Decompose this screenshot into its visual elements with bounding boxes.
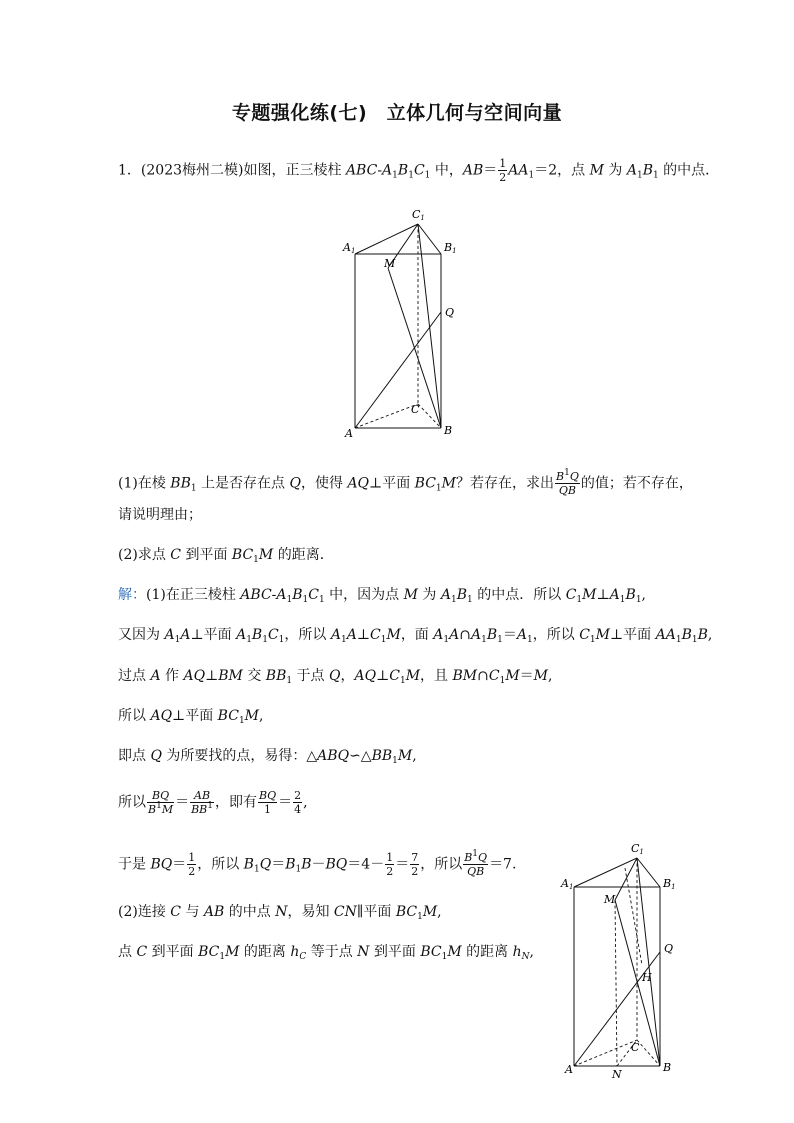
solution-line-5: 即点 Q 为所要找的点，易得：$\triangle ABQ∽\triangle BB_1M$, [118, 748, 417, 766]
svg-text:N: N [612, 1068, 622, 1081]
svg-text:A: A [565, 1063, 573, 1076]
svg-text:A: A [345, 427, 353, 440]
svg-text:B1: B1 [444, 241, 457, 255]
prism-figure-2 [555, 838, 680, 1083]
question-2: (2)求点 C 到平面 $BC_1M$ 的距离． [118, 547, 334, 565]
svg-text:Q: Q [445, 306, 455, 319]
solution-line-2: 又因为 $A_1A\perp$平面 $A_1B_1C_1$，所以 $A_1A\perp C_1M$，面 $A_1A\cap A_1B_1=A_1$，所以 $C_1M\perp$平面 $AA_1B_1B$, [118, 627, 713, 645]
question-1: (1)在棱 $BB_1$ 上是否存在点 Q，使得 AQ⊥平面 $BC_1M$？若存在，求出 $\frac{B^1Q}{QB}$ 的值；若不存在， [118, 468, 693, 497]
svg-text:M: M [604, 893, 616, 906]
svg-text:C1: C1 [631, 842, 644, 856]
svg-text:A1: A1 [343, 241, 356, 255]
question-1-line2: 请说明理由； [118, 507, 202, 523]
svg-text:Q: Q [664, 942, 674, 955]
solution-line-8: (2)连接 C 与 AB 的中点 N，易知 CN∥平面 $BC_1M$, [118, 904, 442, 922]
svg-text:H: H [642, 971, 652, 984]
solution-label: 解： [118, 587, 146, 603]
solution-line-3: 过点 A 作 AQ⊥BM 交 $BB_1$ 于点 Q，$AQ\perp C_1M$，且 $BM\cap C_1M=M$, [118, 668, 553, 686]
svg-text:C: C [411, 403, 420, 416]
svg-text:B1: B1 [663, 877, 676, 891]
solution-line-7: 于是 BQ＝ $\frac{1}{2}$ ，所以 $B_1Q=B_1B-BQ=4-$ $\frac{1}{2}$ ＝ $\frac{7}{2}$ ，所以 $\frac{B^1Q}{QB}$ ＝7. [118, 849, 517, 878]
prism-figure-1 [338, 204, 462, 442]
solution-line-6: 所以 $\frac{BQ}{B^1M}$ ＝ $\frac{AB}{BB^1}$ ，即有 $\frac{BQ}{1}$ ＝ $\frac{2}{4}$ , [118, 789, 308, 816]
solution-line-4: 所以 AQ⊥平面 $BC_1M$, [118, 708, 264, 726]
svg-text:M: M [384, 257, 396, 270]
svg-text:A1: A1 [561, 877, 574, 891]
solution-line-1: 解：(1)在正三棱柱 ABC-$A_1B_1C_1$ 中，因为点 M 为 $A_1B_1$ 的中点．所以 $C_1M\perp A_1B_1$, [118, 587, 646, 605]
problem-statement: 1．(2023梅州二模)如图，正三棱柱 ABC-$A_1B_1C_1$ 中，AB＝ $\frac{1}{2}$ $AA_1=2$，点 M 为 $A_1B_1$ 的中点． [118, 157, 720, 184]
page-title: 专题强化练(七) 立体几何与空间向量 [231, 102, 563, 124]
svg-text:C1: C1 [412, 208, 425, 222]
svg-text:B: B [663, 1061, 672, 1074]
svg-text:B: B [444, 424, 453, 437]
svg-text:C: C [631, 1041, 640, 1054]
solution-line-9: 点 C 到平面 $BC_1M$ 的距离 $h_C$ 等于点 N 到平面 $BC_1M$ 的距离 $h_N$, [118, 944, 534, 962]
